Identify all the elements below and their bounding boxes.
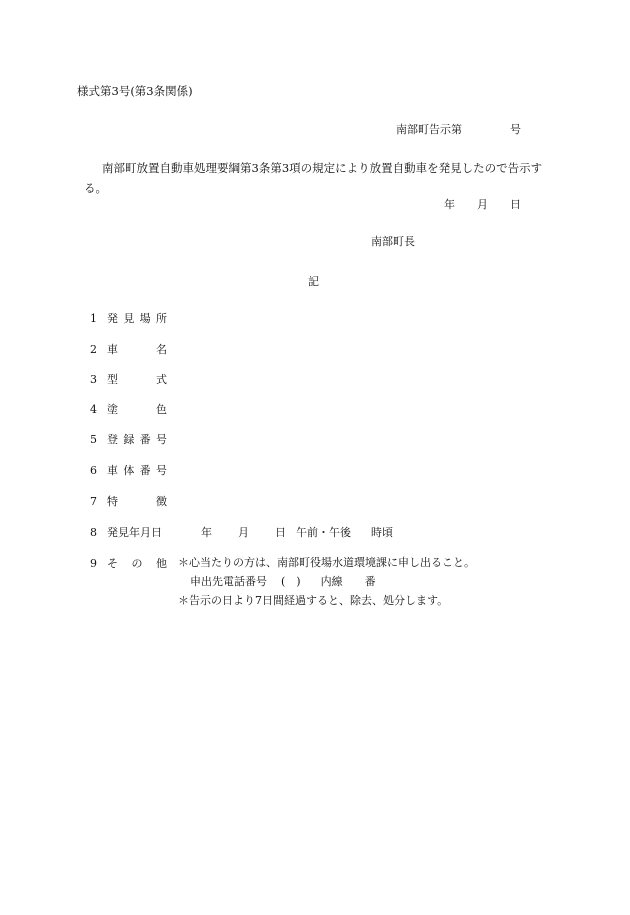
item-label-vehicle-name [107, 344, 167, 355]
found-month: 月 [238, 526, 249, 539]
item-label-found-location [107, 313, 167, 324]
label-char: 式 [156, 373, 167, 386]
found-year: 年 [201, 526, 212, 539]
notice-number-line [396, 124, 521, 135]
date-line [444, 199, 521, 210]
date-month: 月 [477, 198, 488, 211]
form-label: 様式第3号(第3条関係) [77, 84, 193, 98]
issuer-name: 南部町長 [371, 235, 415, 248]
date-year: 年 [444, 198, 455, 211]
date-day: 日 [510, 198, 521, 211]
label-char: 車 [107, 464, 118, 477]
item-number: 4 [90, 403, 97, 416]
item-label-model [107, 374, 167, 385]
item-number: 6 [90, 464, 97, 477]
item-label-other [107, 558, 167, 569]
item-label-found-date: 発見年月日 [107, 526, 162, 539]
phone-label: 申出先電話番号 [190, 575, 267, 588]
notice-body-text: 南部町放置自動車処理要綱第3条第3項の規定により放置自動車を発見したので告示する。 [84, 161, 543, 195]
label-char: 車 [107, 343, 118, 356]
label-char: 色 [156, 403, 167, 416]
item-label-chassis-number [107, 465, 167, 476]
label-char: 型 [107, 373, 118, 386]
label-char: 発 [107, 312, 118, 325]
label-char: 特 [107, 495, 118, 508]
label-char: の [131, 557, 143, 570]
label-char: 番 [139, 433, 151, 446]
found-datetime-fields [201, 527, 393, 538]
item-label-registration-number [107, 434, 167, 445]
item-number: 3 [90, 373, 97, 386]
item-label-paint-color [107, 404, 167, 415]
label-char: 所 [155, 312, 167, 325]
notice-suffix: 号 [510, 123, 521, 136]
label-char: 徴 [156, 495, 167, 508]
item-number: 9 [90, 557, 97, 570]
item-number: 1 [90, 312, 97, 325]
label-char: 他 [156, 557, 167, 570]
label-char: 号 [155, 464, 167, 477]
item-number: 5 [90, 433, 97, 446]
found-ampm: 午前・午後 [296, 526, 351, 539]
extension-suffix: 番 [364, 575, 376, 588]
label-char: 名 [156, 343, 167, 356]
item-label-features [107, 496, 167, 507]
other-notes [178, 557, 475, 614]
found-day: 日 [275, 526, 286, 539]
item-number: 2 [90, 343, 97, 356]
label-char: 塗 [107, 403, 118, 416]
label-char: 登 [107, 433, 118, 446]
extension-label: 内線 [320, 575, 343, 588]
note-phone [178, 576, 475, 595]
label-char: 番 [139, 464, 151, 477]
item-number: 8 [90, 526, 97, 539]
ki-heading: 記 [308, 275, 319, 288]
label-char: 体 [123, 464, 135, 477]
note-disposal: ＊告示の日より7日間経過すると、除去、処分します。 [178, 594, 449, 607]
label-char: 号 [155, 433, 167, 446]
note-contact: ＊心当たりの方は、南部町役場水道環境課に申し出ること。 [178, 556, 475, 569]
label-char: 録 [123, 433, 135, 446]
phone-paren: ( ) [281, 575, 301, 588]
label-char: 場 [139, 312, 151, 325]
label-char: そ [107, 557, 118, 570]
label-char: 見 [123, 312, 135, 325]
notice-prefix: 南部町告示第 [396, 123, 462, 136]
item-number: 7 [90, 495, 97, 508]
found-time: 時頃 [371, 526, 393, 539]
